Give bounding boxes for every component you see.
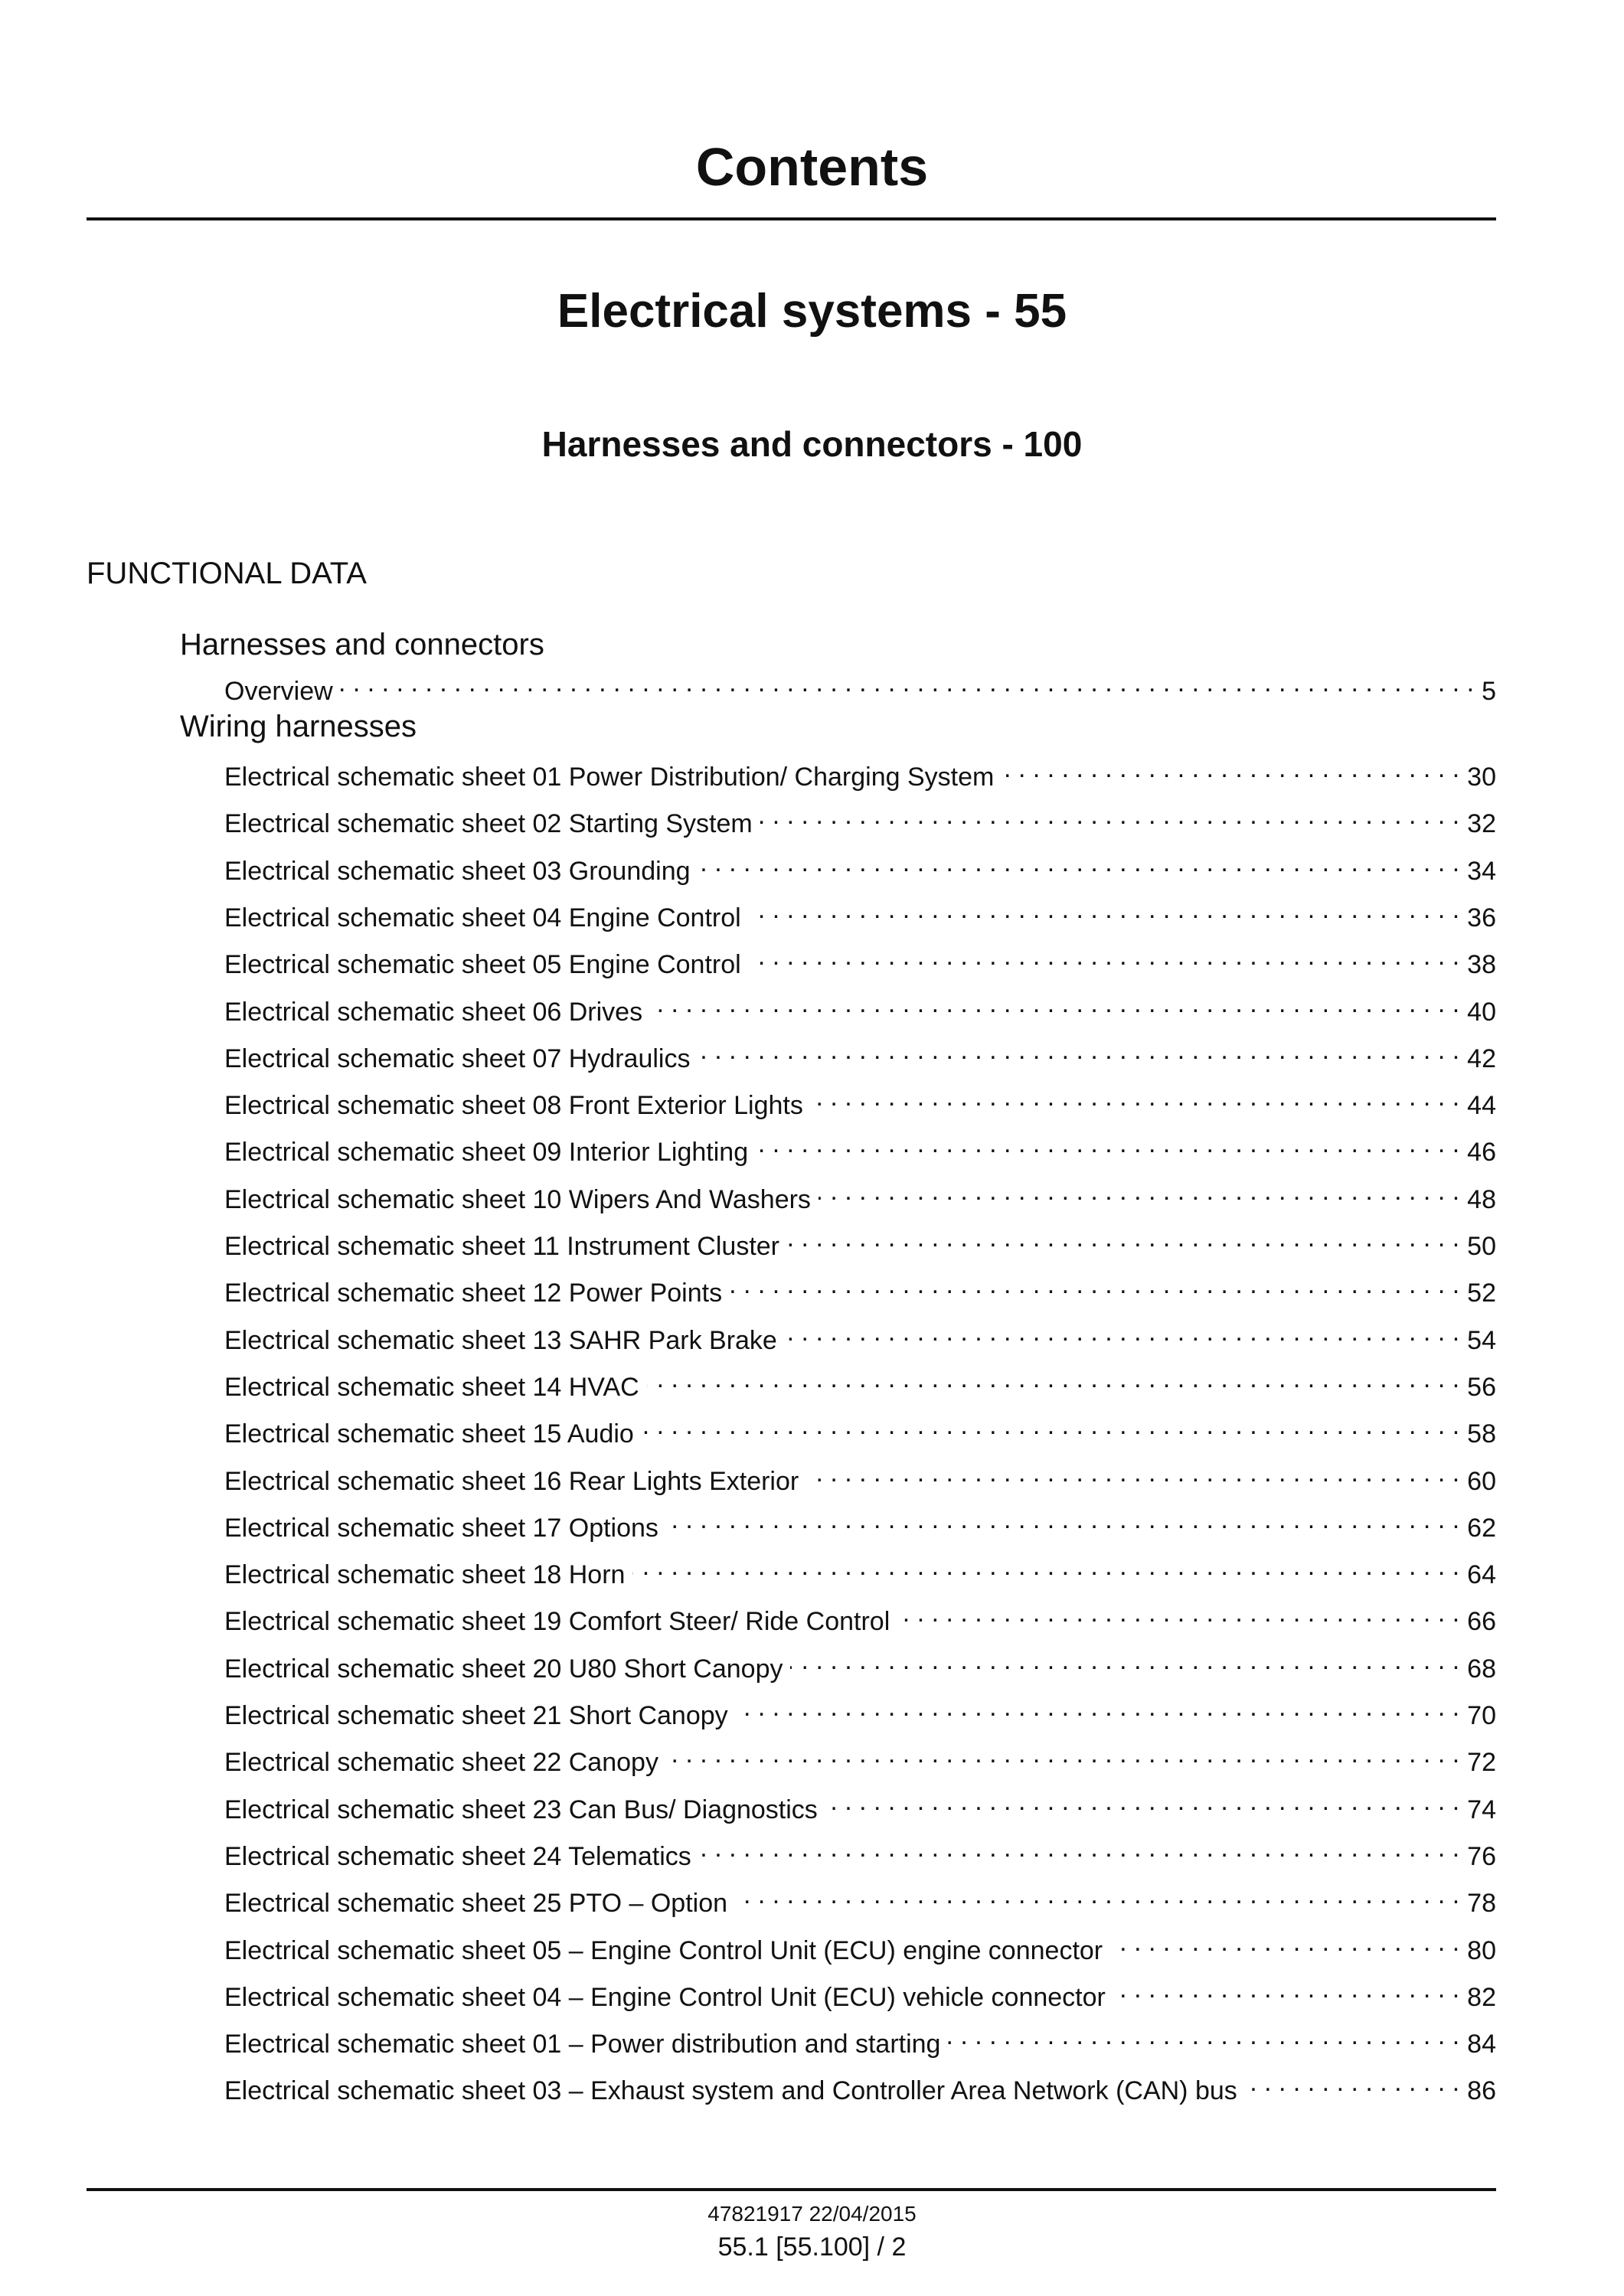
dot-leader (632, 1550, 1459, 1583)
toc-entry-page: 68 (1467, 1654, 1496, 1684)
dot-leader (787, 1221, 1459, 1255)
chapter-heading: Electrical systems - 55 (557, 285, 1067, 338)
toc-entry[interactable] (224, 2019, 1496, 2059)
group-heading-harnesses-and-connectors: Harnesses and connectors (180, 628, 544, 661)
dot-leader (749, 939, 1460, 973)
toc-entry-title: Electrical schematic sheet 21 Short Canopy (224, 1701, 728, 1730)
toc-entry-page: 74 (1467, 1795, 1496, 1824)
dot-leader (756, 1127, 1459, 1161)
dot-leader (699, 1831, 1459, 1865)
toc-entry[interactable] (224, 1831, 1496, 1871)
dot-leader (698, 1034, 1459, 1067)
top-divider (87, 217, 1496, 220)
toc-entry-title: Electrical schematic sheet 04 – Engine Control Unit (ECU) vehicle connector (224, 1983, 1106, 2012)
dot-leader (785, 1315, 1459, 1349)
toc-entry[interactable] (224, 1221, 1496, 1261)
toc-entry[interactable] (224, 1550, 1496, 1589)
toc-entry-title: Electrical schematic sheet 06 Drives (224, 998, 643, 1027)
dot-leader (647, 1362, 1459, 1396)
toc-entry[interactable] (224, 1080, 1496, 1120)
dot-leader (1245, 2066, 1459, 2099)
toc-entry[interactable] (224, 1409, 1496, 1448)
dot-leader (897, 1596, 1459, 1630)
dot-leader (341, 666, 1474, 700)
toc-entry[interactable] (224, 1174, 1496, 1214)
toc-entry[interactable] (224, 893, 1496, 932)
toc-entry[interactable] (224, 1972, 1496, 2012)
toc-entry-page: 34 (1467, 857, 1496, 886)
toc-entry-page: 5 (1482, 677, 1496, 706)
toc-entry-page: 30 (1467, 763, 1496, 792)
toc-entry-title: Electrical schematic sheet 07 Hydraulics (224, 1044, 691, 1073)
dot-leader (819, 1174, 1459, 1208)
toc-entry[interactable] (224, 2066, 1496, 2105)
toc-entry-title: Electrical schematic sheet 14 HVAC (224, 1373, 639, 1402)
toc-entry-title: Electrical schematic sheet 23 Can Bus/ Diagnostics (224, 1795, 818, 1824)
dot-leader (811, 1080, 1459, 1114)
toc-entry[interactable] (224, 1034, 1496, 1073)
toc-entry-title: Electrical schematic sheet 05 – Engine Control Unit (ECU) engine connector (224, 1936, 1103, 1965)
dot-leader (666, 1737, 1459, 1771)
page-title: Contents (695, 137, 929, 197)
toc-entry[interactable] (224, 846, 1496, 886)
toc-entry-title: Electrical schematic sheet 12 Power Points (224, 1279, 723, 1308)
toc-entry-title: Electrical schematic sheet 13 SAHR Park Brake (224, 1326, 777, 1355)
toc-entry[interactable] (224, 1456, 1496, 1496)
toc-entry-page: 58 (1467, 1419, 1496, 1448)
toc-entry-title: Electrical schematic sheet 01 – Power distribution and starting (224, 2030, 941, 2059)
toc-entry[interactable] (224, 1268, 1496, 1308)
dot-leader (760, 799, 1459, 832)
toc-entry-title: Electrical schematic sheet 05 Engine Control (224, 950, 741, 979)
toc-entry[interactable] (224, 1785, 1496, 1824)
section-heading: Harnesses and connectors - 100 (541, 424, 1083, 464)
toc-entry-page: 52 (1467, 1279, 1496, 1308)
toc-entry-page: 60 (1467, 1467, 1496, 1496)
toc-entry-title: Electrical schematic sheet 18 Horn (224, 1560, 626, 1589)
toc-entry-page: 36 (1467, 903, 1496, 932)
toc-entry[interactable] (224, 939, 1496, 979)
toc-entry-title: Electrical schematic sheet 25 PTO – Option (224, 1889, 728, 1918)
toc-entry[interactable] (224, 752, 1496, 792)
toc-entry-page: 42 (1467, 1044, 1496, 1073)
toc-entry[interactable] (224, 1925, 1496, 1965)
toc-entry-page: 62 (1467, 1514, 1496, 1543)
dot-leader (790, 1644, 1459, 1677)
toc-entry[interactable] (224, 1503, 1496, 1543)
dot-leader (749, 893, 1460, 926)
bottom-divider (87, 2188, 1496, 2191)
group-heading-wiring-harnesses: Wiring harnesses (180, 710, 417, 743)
dot-leader (666, 1503, 1459, 1537)
toc-entry[interactable] (224, 1644, 1496, 1684)
toc-entry-page: 64 (1467, 1560, 1496, 1589)
toc-entry-title: Overview (224, 677, 333, 706)
dot-leader (1113, 1972, 1459, 2006)
dot-leader (650, 987, 1459, 1021)
toc-entry-title: Electrical schematic sheet 16 Rear Lights Exterior (224, 1467, 799, 1496)
toc-entry-title: Electrical schematic sheet 03 Grounding (224, 857, 691, 886)
toc-entry[interactable] (224, 1127, 1496, 1167)
toc-entry-title: Electrical schematic sheet 11 Instrument Cluster (224, 1232, 779, 1261)
toc-entry-title: Electrical schematic sheet 22 Canopy (224, 1748, 658, 1777)
toc-entry[interactable] (224, 799, 1496, 838)
toc-entry[interactable] (224, 1315, 1496, 1355)
toc-entry-page: 32 (1467, 809, 1496, 838)
toc-entry-page: 76 (1467, 1842, 1496, 1871)
dot-leader (1002, 752, 1459, 785)
toc-entry-title: Electrical schematic sheet 15 Audio (224, 1419, 634, 1448)
toc-entry-page: 48 (1467, 1185, 1496, 1214)
toc-entry-title: Electrical schematic sheet 08 Front Exterior Lights (224, 1091, 803, 1120)
toc-entry-page: 82 (1467, 1983, 1496, 2012)
dot-leader (735, 1878, 1459, 1912)
toc-entry[interactable] (224, 987, 1496, 1027)
toc-entry-page: 80 (1467, 1936, 1496, 1965)
dot-leader (730, 1268, 1459, 1302)
toc-entry[interactable] (224, 1878, 1496, 1918)
toc-entry-title: Electrical schematic sheet 03 – Exhaust system and Controller Area Network (CAN) bus (224, 2076, 1237, 2105)
dot-leader (1110, 1925, 1459, 1959)
toc-entry-page: 38 (1467, 950, 1496, 979)
dot-leader (825, 1785, 1459, 1818)
toc-entry-title: Electrical schematic sheet 24 Telematics (224, 1842, 691, 1871)
toc-entry-title: Electrical schematic sheet 10 Wipers And Washers (224, 1185, 811, 1214)
functional-data-label: FUNCTIONAL DATA (87, 557, 367, 590)
toc-entry-page: 78 (1467, 1889, 1496, 1918)
toc-entry-title: Electrical schematic sheet 02 Starting System (224, 809, 753, 838)
dot-leader (806, 1456, 1459, 1490)
toc-entry-title: Electrical schematic sheet 09 Interior Lighting (224, 1138, 749, 1167)
dot-leader (736, 1690, 1460, 1724)
toc-entry-title: Electrical schematic sheet 19 Comfort Steer/ Ride Control (224, 1607, 890, 1636)
dot-leader (698, 846, 1460, 880)
toc-entry-page: 40 (1467, 998, 1496, 1027)
dot-leader (642, 1409, 1459, 1442)
toc-entry-page: 54 (1467, 1326, 1496, 1355)
toc-entry-page: 86 (1467, 2076, 1496, 2105)
toc-entry-page: 44 (1467, 1091, 1496, 1120)
toc-entry-page: 46 (1467, 1138, 1496, 1167)
toc-entry[interactable] (224, 1737, 1496, 1777)
toc-entry[interactable] (224, 1362, 1496, 1402)
toc-entry[interactable] (224, 666, 1496, 706)
toc-entry-page: 66 (1467, 1607, 1496, 1636)
toc-entry-page: 84 (1467, 2030, 1496, 2059)
toc-entry-page: 50 (1467, 1232, 1496, 1261)
dot-leader (948, 2019, 1459, 2053)
toc-entry[interactable] (224, 1596, 1496, 1636)
toc-entry-title: Electrical schematic sheet 20 U80 Short Canopy (224, 1654, 783, 1684)
toc-entry-title: Electrical schematic sheet 01 Power Distribution/ Charging System (224, 763, 995, 792)
footer-document-reference: 47821917 22/04/2015 (707, 2202, 917, 2226)
toc-entry-page: 70 (1467, 1701, 1496, 1730)
toc-entry-page: 72 (1467, 1748, 1496, 1777)
toc-entry-page: 56 (1467, 1373, 1496, 1402)
toc-entry[interactable] (224, 1690, 1496, 1730)
toc-entry-title: Electrical schematic sheet 17 Options (224, 1514, 658, 1543)
footer-page-reference: 55.1 [55.100] / 2 (717, 2232, 907, 2262)
toc-entry-title: Electrical schematic sheet 04 Engine Control (224, 903, 741, 932)
